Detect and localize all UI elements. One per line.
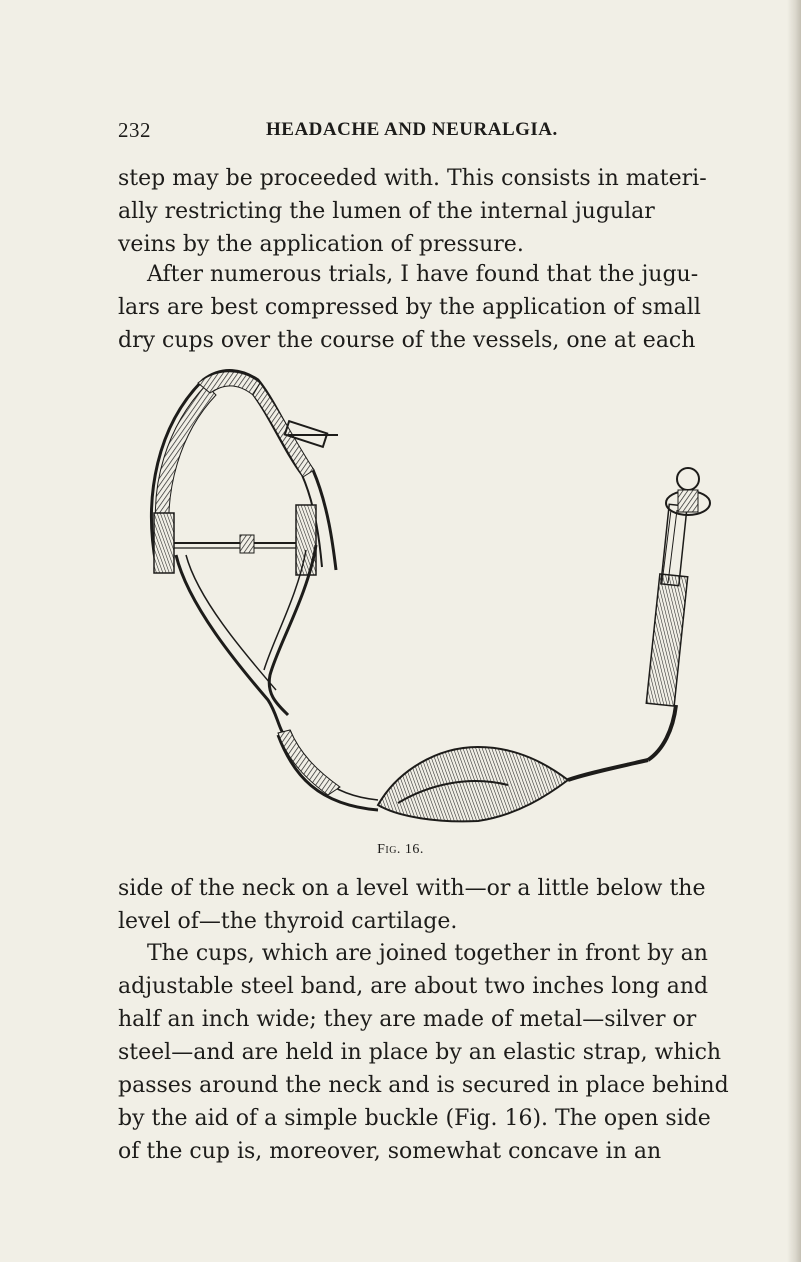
text-line: ally restricting the lumen of the internal jugular <box>118 199 655 224</box>
jugular-compressor-illustration <box>128 355 718 835</box>
text-line: passes around the neck and is secured in place behind <box>118 1073 729 1098</box>
page-header <box>118 118 718 148</box>
text-line: half an inch wide; they are made of metal—silver or <box>118 1007 697 1032</box>
text-line: lars are best compressed by the application of small <box>118 295 701 320</box>
elastic-strap-loop <box>151 371 338 575</box>
text-line: steel—and are held in place by an elastic strap, which <box>118 1040 722 1065</box>
running-head: HEADACHE AND NEURALGIA. <box>266 119 558 140</box>
text-line: level of—the thyroid cartilage. <box>118 909 458 934</box>
rubber-bulb <box>378 747 648 821</box>
steel-band-cups <box>176 545 378 810</box>
paragraph-1 <box>118 162 710 261</box>
page-number: 232 <box>118 118 151 142</box>
text-line: of the cup is, moreover, somewhat concave in an <box>118 1139 662 1164</box>
text-line: by the aid of a simple buckle (Fig. 16). The open side <box>118 1106 711 1131</box>
paragraph-2 <box>118 258 710 357</box>
paragraph-3 <box>118 872 710 938</box>
page-edge-shadow <box>787 0 801 1262</box>
figure-caption: Fig. 16. <box>377 842 424 857</box>
text-line: step may be proceeded with. This consists in materi- <box>118 166 707 191</box>
syringe-tube <box>646 468 710 760</box>
text-line: dry cups over the course of the vessels, one at each <box>118 328 696 353</box>
text-line: The cups, which are joined together in front by an <box>147 941 708 966</box>
text-line: veins by the application of pressure. <box>118 232 524 257</box>
text-line: side of the neck on a level with—or a little below the <box>118 876 706 901</box>
figure-jugular-compressor <box>128 355 718 835</box>
paragraph-4 <box>118 937 729 1168</box>
text-line: After numerous trials, I have found that the jugu- <box>147 262 699 287</box>
text-line: adjustable steel band, are about two inches long and <box>118 974 709 999</box>
